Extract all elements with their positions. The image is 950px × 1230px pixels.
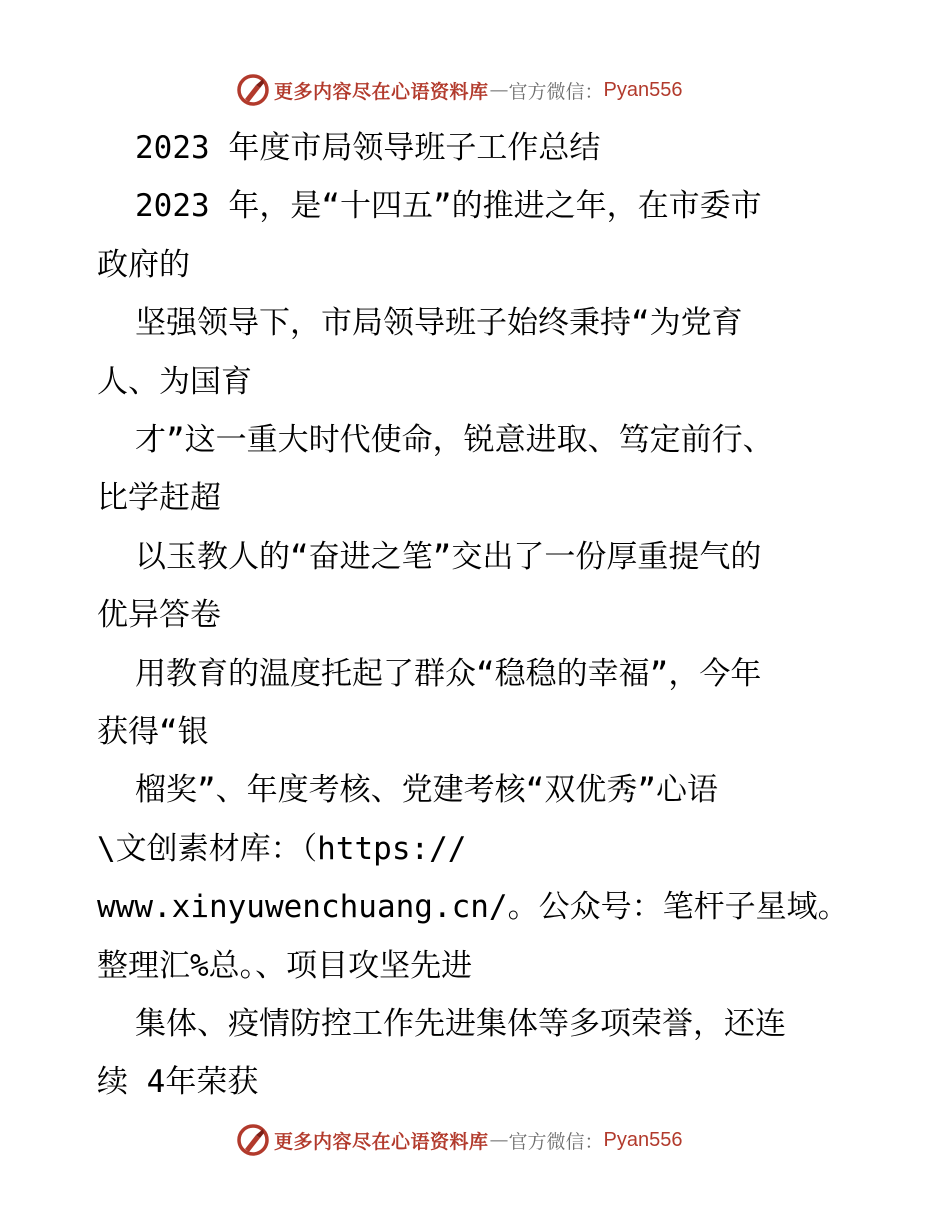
paragraph-line: 优异答卷 <box>97 597 221 633</box>
banner-account: Pyan556 <box>603 1128 683 1151</box>
pen-logo-icon <box>236 1123 270 1157</box>
header-banner <box>236 72 683 108</box>
banner-wechat-label: 官方微信： <box>508 80 604 103</box>
paragraph-line: 坚强领导下，市局领导班子始终秉持“为党育 <box>135 305 743 341</box>
paragraph-line: 集体、疫情防控工作先进集体等多项荣誉，还连 <box>135 1006 786 1042</box>
paragraph-line: 以玉教人的“奋进之笔”交出了一份厚重提气的 <box>135 539 762 575</box>
paragraph-line: 人、为国育 <box>97 364 252 400</box>
pen-logo-icon <box>236 73 270 107</box>
paragraph-line: 2023 年，是“十四五”的推进之年，在市委市 <box>135 188 762 224</box>
banner-wechat-label: 官方微信： <box>508 1130 604 1153</box>
footer-banner <box>236 1122 683 1158</box>
banner-account: Pyan556 <box>603 78 683 101</box>
paragraph-line: 用教育的温度托起了群众“稳稳的幸福”，今年 <box>135 656 762 692</box>
paragraph-line: 整理汇%总。、项目攻坚先进 <box>97 948 473 984</box>
banner-brand: 更多内容尽在心语资料库 <box>274 1130 489 1153</box>
paragraph-line: www.xinyuwenchuang.cn/。公众号：笔杆子星域。 <box>97 889 849 925</box>
paragraph-line: \文创素材库：（https:// <box>97 831 467 867</box>
paragraph-line: 才”这一重大时代使命，锐意进取、笃定前行、 <box>135 422 774 458</box>
banner-brand: 更多内容尽在心语资料库 <box>274 80 489 103</box>
banner-separator: — <box>489 79 509 101</box>
paragraph-line: 榴奖”、年度考核、党建考核“双优秀”心语 <box>135 772 718 808</box>
paragraph-line: 政府的 <box>97 247 190 283</box>
paragraph-line: 续 4年荣获 <box>97 1064 259 1100</box>
banner-separator: — <box>489 1129 509 1151</box>
document-title: 2023 年度市局领导班子工作总结 <box>135 130 601 166</box>
paragraph-line: 获得“银 <box>97 714 209 750</box>
paragraph-line: 比学赶超 <box>97 480 221 516</box>
